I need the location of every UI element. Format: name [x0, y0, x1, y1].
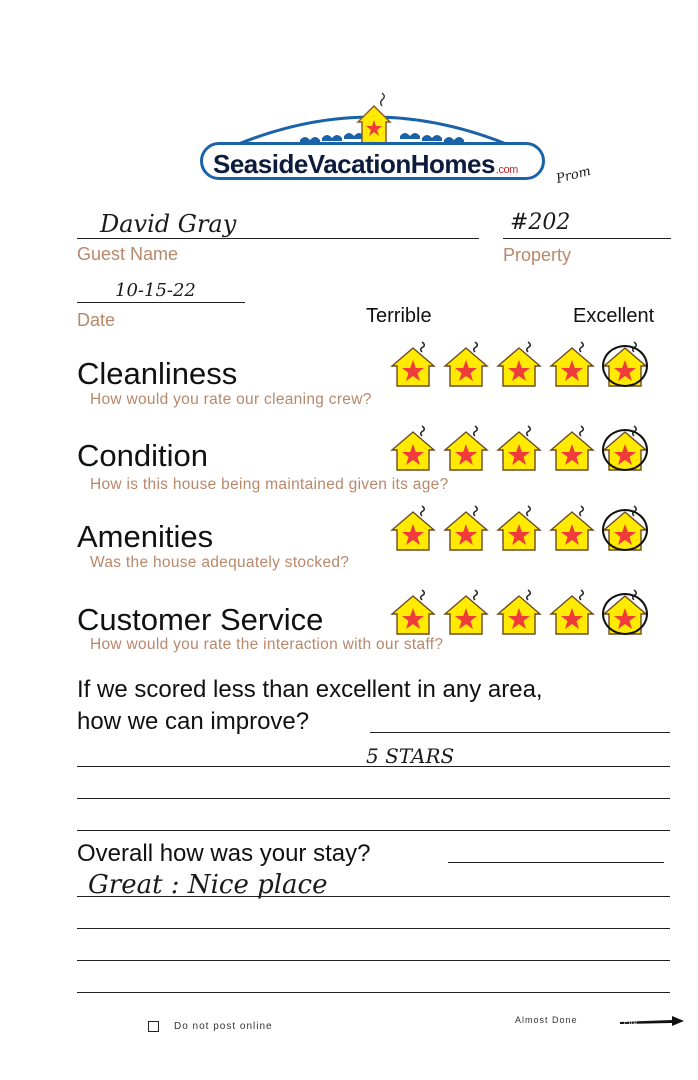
rating-house-icon[interactable]: [548, 504, 597, 552]
property-label: Property: [503, 245, 572, 265]
property-value: #202: [510, 210, 571, 235]
rating-house-icon[interactable]: [389, 340, 438, 388]
logo-name: SeasideVacationHomes.com: [213, 149, 518, 179]
selected-rating-circle: [602, 345, 648, 387]
improve-answer: 5 STARS: [366, 744, 455, 768]
logo-suffix: .com: [495, 164, 518, 176]
rating-houses: [389, 588, 650, 636]
rating-house-icon[interactable]: [601, 588, 650, 636]
do-not-post-label: Do not post online: [174, 1021, 273, 1032]
logo: [200, 92, 545, 192]
logo-house-icon: [358, 93, 390, 144]
rating-question-condition: How is this house being maintained given its age?: [90, 476, 449, 493]
logo-wordmark: [200, 142, 545, 180]
guest-name-line: [77, 238, 479, 239]
rating-house-icon[interactable]: [442, 504, 491, 552]
rating-house-icon[interactable]: [495, 424, 544, 472]
almost-done-label: Almost Done: [515, 1015, 578, 1025]
rating-house-icon[interactable]: [442, 424, 491, 472]
property-note: Prom: [554, 163, 593, 188]
rating-question-customer-service: How would you rate the interaction with our staff?: [90, 636, 444, 653]
rating-house-icon[interactable]: [548, 588, 597, 636]
overall-answer: Great : Nice place: [88, 870, 328, 900]
rating-category-customer-service: Customer Service: [77, 602, 324, 637]
rating-category-cleanliness: Cleanliness: [77, 356, 238, 391]
guest-name-label: Guest Name: [77, 244, 179, 264]
improve-question-line2: how we can improve?: [77, 708, 310, 735]
overall-line-1: [77, 896, 670, 897]
selected-rating-circle: [602, 509, 648, 551]
guest-name-value: David Gray: [100, 210, 237, 238]
rating-house-icon[interactable]: [495, 504, 544, 552]
flip-label: Flip: [624, 1020, 638, 1026]
rating-category-amenities: Amenities: [77, 519, 214, 554]
rating-house-icon[interactable]: [389, 504, 438, 552]
improve-line-2: [77, 798, 670, 799]
rating-category-condition: Condition: [77, 438, 208, 473]
date-value: 10-15-22: [115, 280, 196, 301]
scale-low-label: Terrible: [366, 305, 432, 327]
improve-line-0: [370, 732, 670, 733]
rating-houses: [389, 424, 650, 472]
improve-question-line1: If we scored less than excellent in any area,: [77, 676, 543, 703]
rating-house-icon[interactable]: [389, 588, 438, 636]
property-line: [503, 238, 671, 239]
date-line: [77, 302, 245, 303]
improve-line-1: [77, 766, 670, 767]
rating-house-icon[interactable]: [495, 340, 544, 388]
rating-house-icon[interactable]: [442, 340, 491, 388]
selected-rating-circle: [602, 429, 648, 471]
rating-houses: [389, 504, 650, 552]
date-label: Date: [77, 310, 116, 330]
overall-line-2: [77, 928, 670, 929]
selected-rating-circle: [602, 593, 648, 635]
overall-line-3: [77, 960, 670, 961]
improve-line-3: [77, 830, 670, 831]
rating-house-icon[interactable]: [495, 588, 544, 636]
rating-houses: [389, 340, 650, 388]
rating-question-amenities: Was the house adequately stocked?: [90, 554, 350, 571]
rating-house-icon[interactable]: [548, 340, 597, 388]
rating-house-icon[interactable]: [601, 340, 650, 388]
rating-house-icon[interactable]: [548, 424, 597, 472]
overall-line-0: [448, 862, 664, 863]
do-not-post-checkbox[interactable]: [148, 1021, 159, 1032]
rating-house-icon[interactable]: [601, 504, 650, 552]
overall-question: Overall how was your stay?: [77, 840, 371, 867]
overall-line-4: [77, 992, 670, 993]
rating-question-cleanliness: How would you rate our cleaning crew?: [90, 391, 372, 408]
rating-house-icon[interactable]: [601, 424, 650, 472]
rating-house-icon[interactable]: [442, 588, 491, 636]
scale-high-label: Excellent: [573, 305, 655, 327]
rating-house-icon[interactable]: [389, 424, 438, 472]
